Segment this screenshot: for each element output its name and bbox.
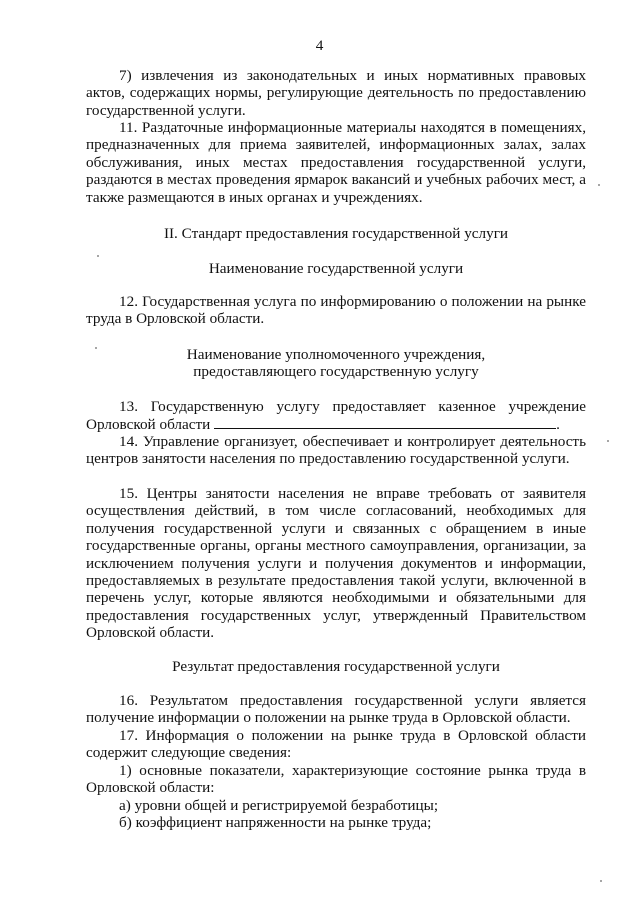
paragraph-item-7 [86,67,586,119]
paragraph-text: а) уровни общей и регистрируемой безработицы; [119,797,439,814]
scan-speck [598,184,600,186]
heading-line: Наименование уполномоченного учреждения, [186,346,486,363]
paragraph-12 [86,293,586,328]
heading-line: предоставляющего государственную услугу [193,363,479,381]
paragraph-text: 12. Государственная услуга по информированию о положении на рынке труда в Орловской области. [86,293,586,328]
scan-speck [607,440,609,442]
paragraph-text-line [86,415,586,432]
paragraph-text: 11. Раздаточные информационные материалы находятся в помещениях, предназначенных для приема заявителей, информационных залах, залах обслуживания, иных местах предоставления государственной услуги, раздаются в местах проведения ярмарок вакансий и учебных рабочих мест, а также размещаются в иных органах и учреждениях. [86,119,586,206]
section-heading: II. Стандарт предоставления государственной услуги [163,225,509,242]
subsection-heading-authority [86,346,586,381]
paragraph-13 [86,398,586,433]
paragraph-14 [86,433,586,468]
paragraph-text: Орловской области [86,416,211,434]
paragraph-text: 15. Центры занятости населения не вправе требовать от заявителя осуществления действий, в том числе согласований, необходимых для получения государственной услуги и связанных с обращением в иные государственные органы, органы местного самоуправления, организации, за исключением получения услуги и получения документов и информации, предоставляемых в результате предоставления такой услуги, включенной в перечень услуг, которые являются необходимыми и обязательными для предоставления государственных услуг, утвержденный Правительством Орловской области. [86,485,586,642]
paragraph-17 [86,727,586,762]
paragraph-text: 1) основные показатели, характеризующие состояние рынка труда в Орловской области: [86,762,586,797]
paragraph-text: 7) извлечения из законодательных и иных нормативных правовых актов, содержащих нормы, регулирующие деятельность по предоставлению государственной услуги. [86,67,586,119]
scan-speck [95,347,97,349]
paragraph-text: б) коэффициент напряженности на рынке труда; [119,814,432,831]
paragraph-11 [86,119,586,206]
blank-fill-line [214,415,556,429]
page-number: 4 [315,37,324,54]
paragraph-text: 16. Результатом предоставления государственной услуги является получение информации о положении на рынке труда в Орловской области. [86,692,586,727]
paragraph-17-item-1 [86,762,586,797]
subsection-heading-result: Результат предоставления государственной услуги [172,658,500,675]
paragraph-text: 14. Управление организует, обеспечивает и контролирует деятельность центров занятости населения по предоставлению государственной услуги. [86,433,586,468]
scan-speck [600,880,602,882]
paragraph-15 [86,485,586,642]
scan-speck [97,255,99,257]
paragraph-text: 17. Информация о положении на рынке труда в Орловской области содержит следующие сведения: [86,727,586,762]
paragraph-text: . [556,416,560,434]
paragraph-17-item-b [86,814,586,831]
subsection-heading-name: Наименование государственной услуги [208,260,464,277]
paragraph-16 [86,692,586,727]
paragraph-17-item-a [86,797,586,814]
paragraph-text: 13. Государственную услугу предоставляет казенное учреждение [119,398,586,415]
